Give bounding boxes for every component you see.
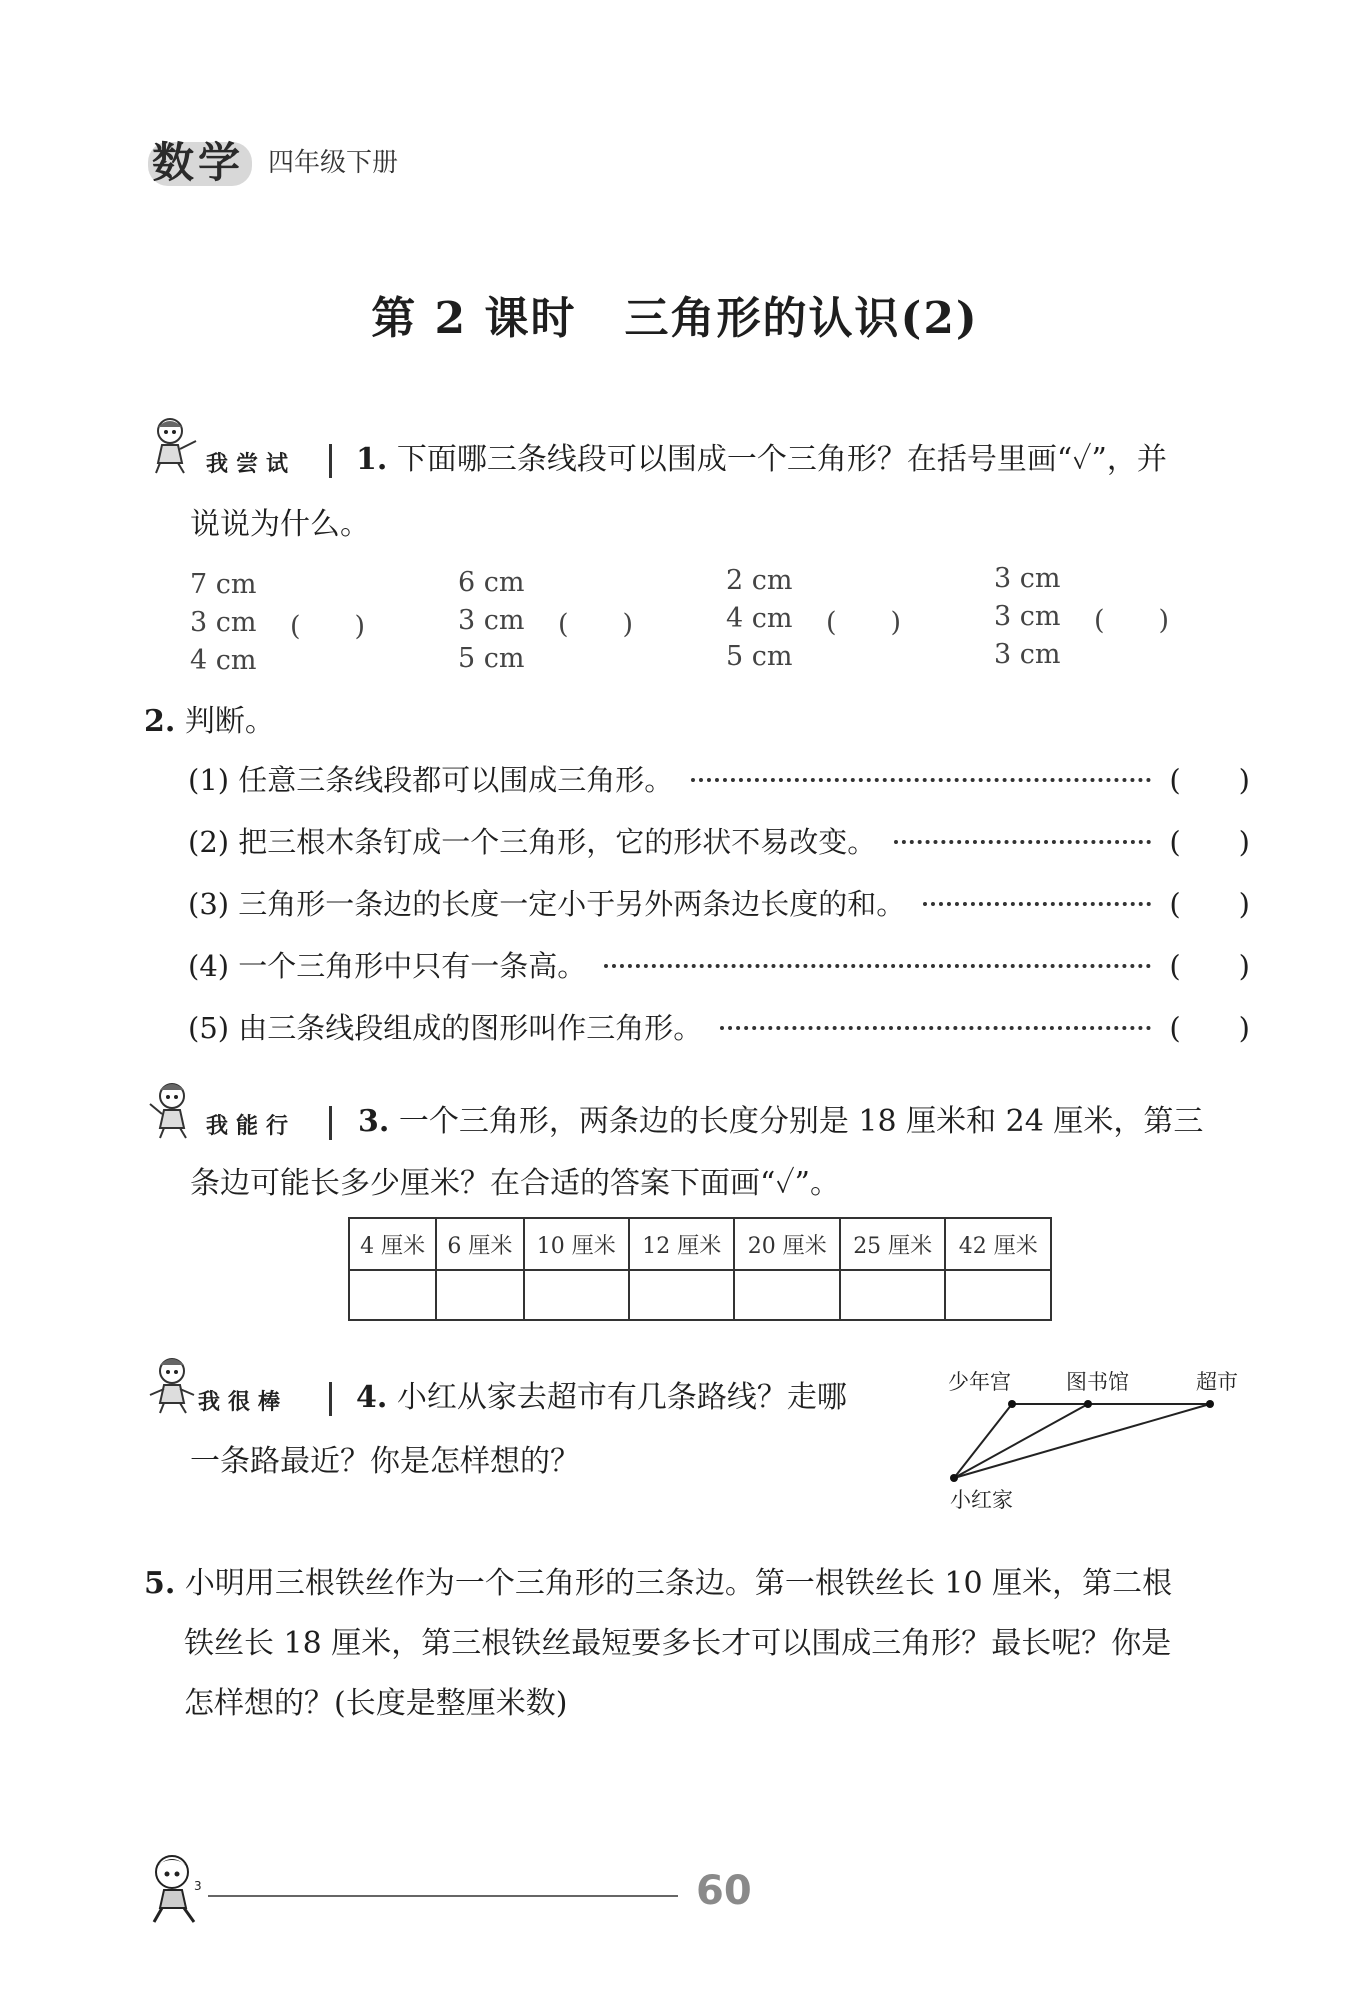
q2-item-5-answer[interactable]: ( ) bbox=[1169, 1010, 1250, 1045]
table-row bbox=[349, 1270, 1051, 1320]
home-point bbox=[950, 1474, 958, 1482]
q1-group-1 bbox=[190, 566, 257, 680]
section-can-label: 我能行 bbox=[206, 1114, 297, 1139]
leader-dots bbox=[604, 964, 1151, 968]
q1-g2-a: 6 cm bbox=[458, 567, 525, 598]
q2-item-4-answer[interactable]: ( ) bbox=[1169, 948, 1250, 983]
q2-item-2-text: (2) 把三根木条钉成一个三角形，它的形状不易改变。 bbox=[188, 824, 877, 859]
q1-g2-answer[interactable]: ( ) bbox=[558, 609, 634, 640]
q5-line1 bbox=[144, 1564, 1172, 1604]
q3-answer-cell[interactable] bbox=[840, 1270, 945, 1320]
q3-answer-cell[interactable] bbox=[349, 1270, 436, 1320]
market-point bbox=[1206, 1400, 1214, 1408]
q2-item-3-text: (3) 三角形一条边的长度一定小于另外两条边长度的和。 bbox=[188, 886, 906, 921]
leader-dots bbox=[923, 902, 1151, 906]
subject-title: 数学 bbox=[152, 138, 245, 187]
q1-g2-c: 5 cm bbox=[458, 643, 525, 674]
q1-group-3 bbox=[726, 562, 793, 676]
q1-g4-answer[interactable]: ( ) bbox=[1094, 605, 1170, 636]
grade-label: 四年级下册 bbox=[268, 148, 399, 178]
q4-text-line2: 一条路最近？你是怎样想的？ bbox=[190, 1444, 580, 1479]
q2-item-5-text: (5) 由三条线段组成的图形叫作三角形。 bbox=[188, 1010, 703, 1045]
q1-g2-b: 3 cm bbox=[458, 605, 525, 636]
q1-g1-c: 4 cm bbox=[190, 645, 257, 676]
leader-dots bbox=[894, 840, 1151, 844]
leader-dots bbox=[691, 778, 1151, 782]
lesson-name: 三角形的认识(2) bbox=[624, 293, 979, 344]
q3-text-line1: 一个三角形，两条边的长度分别是 18 厘米和 24 厘米，第三 bbox=[398, 1104, 1204, 1139]
map-label-home: 小红家 bbox=[950, 1488, 1013, 1512]
q4-number: 4. bbox=[356, 1380, 388, 1415]
q1-number: 1. bbox=[356, 442, 388, 477]
mascot-icon bbox=[146, 415, 202, 475]
q3-option: 4 厘米 bbox=[349, 1218, 436, 1270]
q1-g3-a: 2 cm bbox=[726, 565, 793, 596]
library-point bbox=[1084, 1400, 1092, 1408]
q2-item-4-text: (4) 一个三角形中只有一条高。 bbox=[188, 948, 587, 983]
q2-item-5 bbox=[188, 1004, 1250, 1048]
lesson-number: 第 2 课时 bbox=[371, 293, 577, 344]
q1-g4-a: 3 cm bbox=[994, 563, 1061, 594]
svg-text:3: 3 bbox=[194, 1879, 202, 1893]
leader-dots bbox=[720, 1026, 1151, 1030]
q1-g1-b: 3 cm bbox=[190, 607, 257, 638]
section-divider bbox=[329, 444, 332, 478]
q1-g3-c: 5 cm bbox=[726, 641, 793, 672]
q2-item-3 bbox=[188, 880, 1250, 924]
q1-text-line1: 下面哪三条线段可以围成一个三角形？在括号里画“✓”，并 bbox=[396, 442, 1167, 477]
map-label-palace: 少年宫 bbox=[948, 1370, 1011, 1394]
map-label-market: 超市 bbox=[1196, 1370, 1238, 1394]
q2-item-1 bbox=[188, 756, 1250, 800]
mascot-icon bbox=[146, 1355, 202, 1415]
lesson-title bbox=[0, 282, 1350, 346]
q1-g1-answer[interactable]: ( ) bbox=[290, 611, 366, 642]
q3-option: 20 厘米 bbox=[734, 1218, 839, 1270]
q5-text-line3: 怎样想的？(长度是整厘米数) bbox=[184, 1686, 568, 1721]
footer-mascot-icon bbox=[142, 1850, 208, 1926]
q5-number: 5. bbox=[144, 1566, 176, 1601]
q2-item-4 bbox=[188, 942, 1250, 986]
q5-text-line2: 铁丝长 18 厘米，第三根铁丝最短要多长才可以围成三角形？最长呢？你是 bbox=[184, 1626, 1172, 1661]
q3-answer-cell[interactable] bbox=[629, 1270, 734, 1320]
section-try-label: 我尝试 bbox=[206, 452, 297, 477]
q1-g3-answer[interactable]: ( ) bbox=[826, 607, 902, 638]
q3-line1 bbox=[358, 1102, 1203, 1142]
q1-g4-c: 3 cm bbox=[994, 639, 1061, 670]
mascot-icon bbox=[146, 1080, 202, 1140]
q3-text-line2: 条边可能长多少厘米？在合适的答案下面画“✓”。 bbox=[190, 1166, 841, 1201]
q3-answer-cell[interactable] bbox=[734, 1270, 839, 1320]
q4-text-line1: 小红从家去超市有几条路线？走哪 bbox=[396, 1380, 847, 1415]
q3-option: 42 厘米 bbox=[945, 1218, 1051, 1270]
section-divider bbox=[329, 1382, 332, 1416]
q1-group-4 bbox=[994, 560, 1061, 674]
q3-option: 10 厘米 bbox=[524, 1218, 629, 1270]
q3-option: 12 厘米 bbox=[629, 1218, 734, 1270]
section-great-label: 我很棒 bbox=[198, 1390, 289, 1415]
q3-answer-table bbox=[348, 1217, 1052, 1321]
footer-rule bbox=[208, 1895, 678, 1897]
q3-option: 6 厘米 bbox=[436, 1218, 523, 1270]
q2-item-2 bbox=[188, 818, 1250, 862]
q3-option: 25 厘米 bbox=[840, 1218, 945, 1270]
q2-item-1-text: (1) 任意三条线段都可以围成三角形。 bbox=[188, 762, 674, 797]
q2-item-3-answer[interactable]: ( ) bbox=[1169, 886, 1250, 921]
q2-number: 2. bbox=[144, 704, 176, 739]
q3-number: 3. bbox=[358, 1104, 390, 1139]
q1-group-2 bbox=[458, 564, 525, 678]
q2-title: 判断。 bbox=[184, 704, 275, 739]
q1-line1 bbox=[356, 440, 1167, 480]
q2-item-2-answer[interactable]: ( ) bbox=[1169, 824, 1250, 859]
section-divider bbox=[329, 1106, 332, 1140]
q5-text-line1: 小明用三根铁丝作为一个三角形的三条边。第一根铁丝长 10 厘米，第二根 bbox=[184, 1566, 1173, 1601]
q1-g4-b: 3 cm bbox=[994, 601, 1061, 632]
q4-line1 bbox=[356, 1378, 847, 1418]
q3-answer-cell[interactable] bbox=[436, 1270, 523, 1320]
q1-g3-b: 4 cm bbox=[726, 603, 793, 634]
map-label-library: 图书馆 bbox=[1066, 1370, 1129, 1394]
q1-text-line2: 说说为什么。 bbox=[190, 507, 370, 542]
q1-g1-a: 7 cm bbox=[190, 569, 257, 600]
q2-heading bbox=[144, 702, 275, 742]
palace-point bbox=[1008, 1400, 1016, 1408]
q3-answer-cell[interactable] bbox=[524, 1270, 629, 1320]
table-row bbox=[349, 1218, 1051, 1270]
q3-answer-cell[interactable] bbox=[945, 1270, 1051, 1320]
q2-item-1-answer[interactable]: ( ) bbox=[1169, 762, 1250, 797]
page-number: 60 bbox=[696, 1868, 752, 1914]
